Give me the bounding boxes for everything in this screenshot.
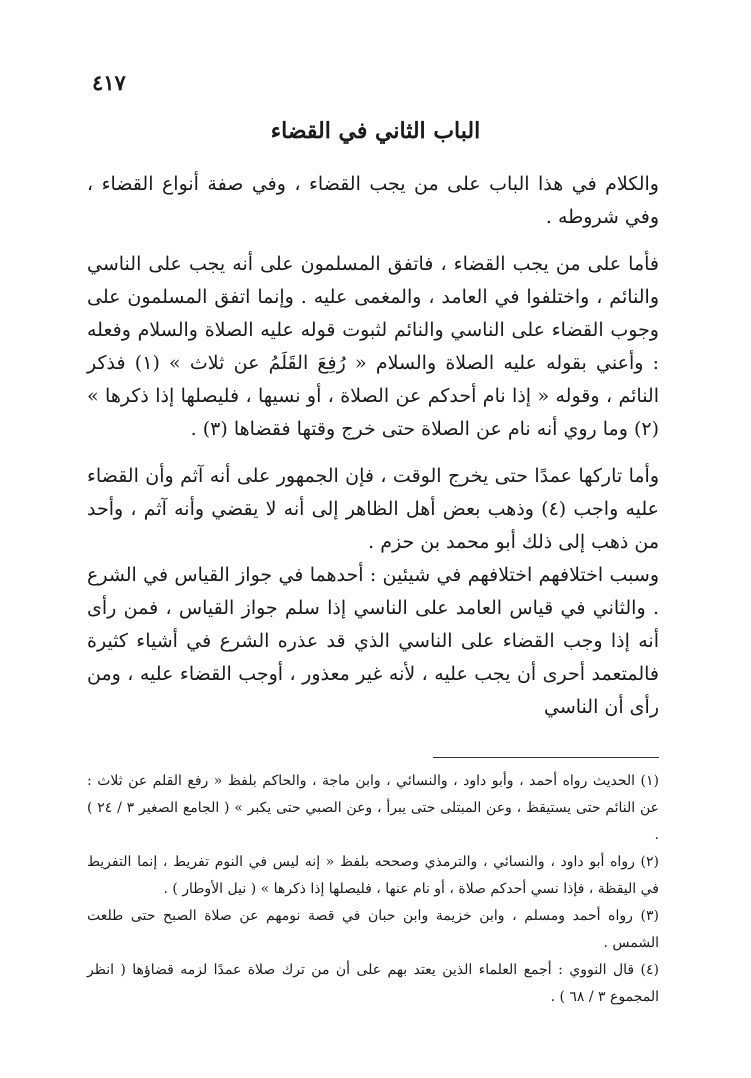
footnote-divider xyxy=(433,757,659,758)
page-number: ٤١٧ xyxy=(92,70,126,95)
paragraph: وسبب اختلافهم اختلافهم في شيئين : أحدهما في جواز القياس في الشرع . والثاني في قياس العامد على الناسي إذا سلم جواز القياس ، فمن رأى أنه إذا وجب القضاء على الناسي الذي قد عذره الشرع في أشياء كثيرة فالمتعمد أحرى أن يجب عليه ، لأنه غير معذور ، أوجب القضاء عليه ، ومن رأى أن الناسي xyxy=(87,564,659,718)
footnote: (٢) رواه أبو داود ، والنسائي ، والترمذي وصححه بلفظ « إنه ليس في النوم تفريط ، إنما التفريط في اليقظة ، فإذا نسي أحدكم صلاة ، أو نام عنها ، فليصلها إذا ذكرها » ( نيل الأوطار ) . xyxy=(87,854,659,897)
footnotes xyxy=(87,768,659,1011)
paragraph: فأما على من يجب القضاء ، فاتفق المسلمون على أنه يجب على الناسي والنائم ، واختلفوا في العامد ، والمغمى عليه . وإنما اتفق المسلمون على وجوب القضاء على الناسي والنائم لثبوت قوله عليه الصلاة والسلام وفعله : وأعني بقوله عليه الصلاة والسلام « رُفِعَ القَلَمُ عن ثلاث » (١) فذكر النائم ، وقوله « إذا نام أحدكم عن الصلاة ، أو نسيها ، فليصلها إذا ذكرها » (٢) وما روي أنه نام عن الصلاة حتى خرج وقتها فقضاها (٣) . xyxy=(87,253,660,440)
footnote: (٣) رواه أحمد ومسلم ، وابن خزيمة وابن حبان في قصة نومهم عن صلاة الصبح حتى طلعت الشمس . xyxy=(87,908,659,951)
footnote: (٤) قال النووي : أجمع العلماء الذين يعتد بهم على أن من ترك صلاة عمدًا لزمه قضاؤها ( انظر المجموع ٣ / ٦٨ ) . xyxy=(87,962,659,1005)
chapter-title: الباب الثاني في القضاء xyxy=(270,118,481,144)
main-text xyxy=(87,168,659,724)
footnote: (١) الحديث رواه أحمد ، وأبو داود ، والنسائي ، وابن ماجة ، والحاكم بلفظ « رفع القلم عن ثلاث : عن النائم حتى يستيقظ ، وعن المبتلى حتى يبرأ ، وعن الصبي حتى يكبر » ( الجامع الصغير ٣ / ٢٤ ) . xyxy=(87,773,660,843)
paragraph: والكلام في هذا الباب على من يجب القضاء ، وفي صفة أنواع القضاء ، وفي شروطه . xyxy=(87,173,659,228)
paragraph: وأما تاركها عمدًا حتى يخرج الوقت ، فإن الجمهور على أنه آثم وأن القضاء عليه واجب (٤) وذهب بعض أهل الظاهر إلى أنه لا يقضي وأنه آثم ، وأحد من ذهب إلى ذلك أبو محمد بن حزم . xyxy=(87,465,659,553)
